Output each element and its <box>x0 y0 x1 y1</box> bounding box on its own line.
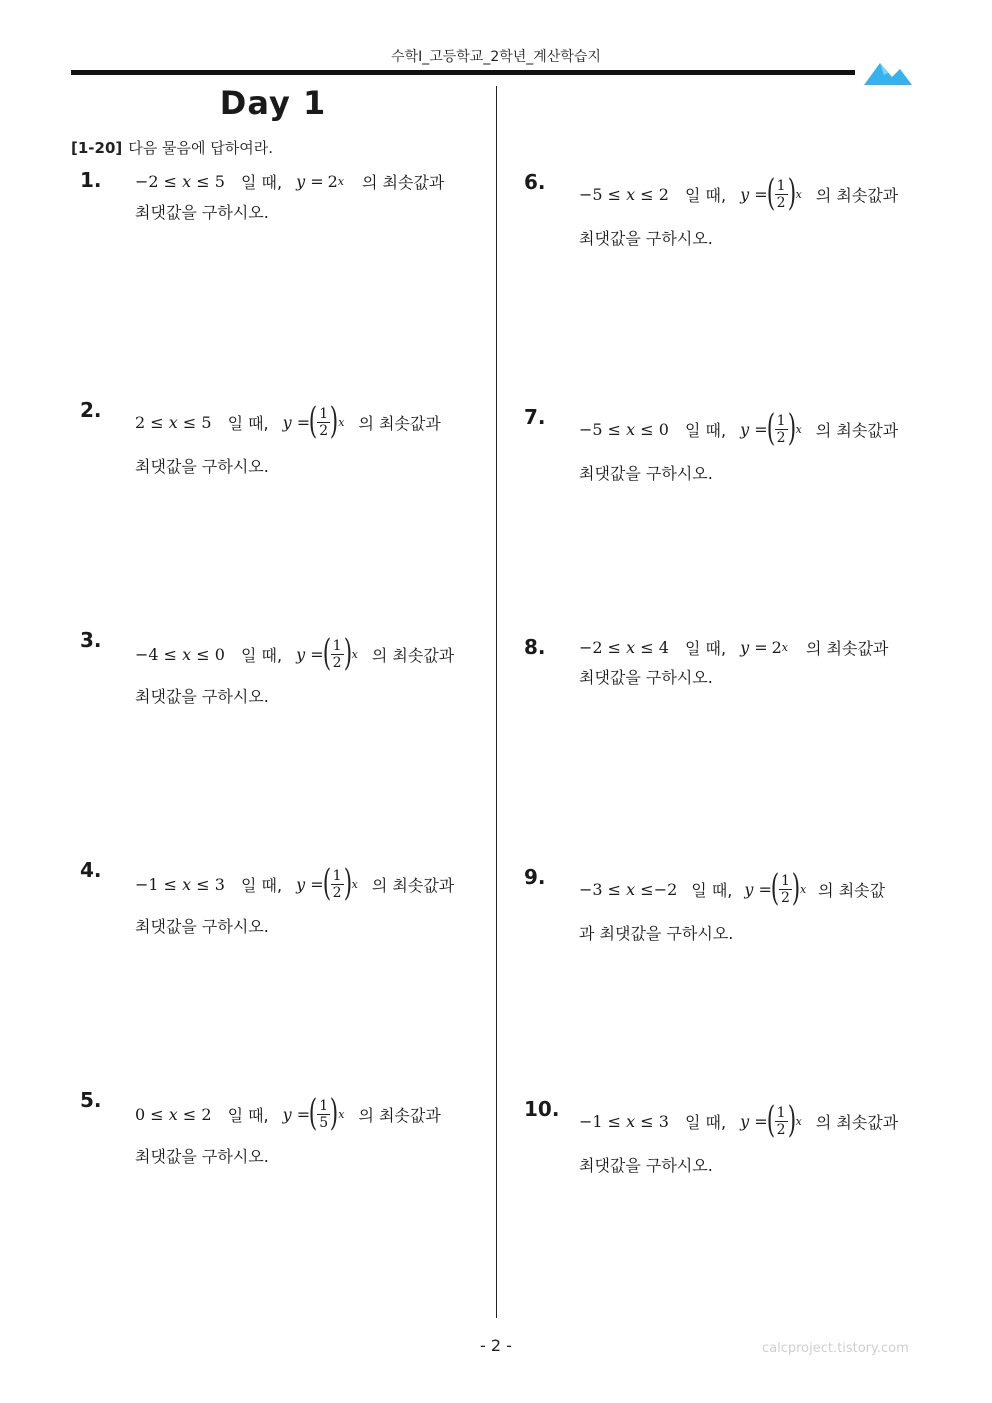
y-equals: y = <box>740 184 768 204</box>
problem-number: 6. <box>524 170 546 194</box>
problem-number: 8. <box>524 635 546 659</box>
fraction: $\frac{1}{5}$ <box>319 1097 329 1131</box>
problem-statement <box>579 635 888 659</box>
minmax-text: 의 최솟값과 <box>371 875 455 895</box>
problem-number: 10. <box>524 1097 560 1121</box>
range-expression: −2 ≤ x ≤ 4 <box>579 637 669 657</box>
header-rule <box>71 70 855 75</box>
problem-number: 3. <box>80 628 102 652</box>
column-divider <box>496 86 497 1318</box>
when-text: 일 때, <box>691 880 733 900</box>
header-title: 수학I_고등학교_2학년_계산학습지 <box>391 49 601 65</box>
problem-number: 2. <box>80 398 102 422</box>
fraction: $\frac{1}{2}$ <box>319 405 329 439</box>
fraction: $\frac{1}{2}$ <box>776 177 786 211</box>
range-expression: −4 ≤ x ≤ 0 <box>135 644 225 664</box>
problem-statement: 0 ≤ x ≤ 2 일 때, y = ( $\frac{1}{5}$ ) x 의 최솟값과 <box>135 1093 441 1134</box>
range-expression: 2 ≤ x ≤ 5 <box>135 412 212 432</box>
fraction: $\frac{1}{2}$ <box>780 872 790 906</box>
fraction: $\frac{1}{2}$ <box>332 637 342 671</box>
problem-number: 1. <box>80 168 102 192</box>
when-text: 일 때, <box>227 413 269 433</box>
site-watermark: calcproject.tistory.com <box>762 1341 909 1356</box>
fraction: $\frac{1}{2}$ <box>776 1104 786 1138</box>
ask-text: 최댓값을 구하시오. <box>579 464 713 483</box>
problem-number: 4. <box>80 858 102 882</box>
minmax-text: 의 최솟값과 <box>362 172 445 192</box>
exponent: x <box>338 415 345 429</box>
problem-statement: −3 ≤ x ≤−2 일 때, y = ( $\frac{1}{2}$ ) x 의 최솟값 <box>579 868 886 909</box>
problem-statement: −1 ≤ x ≤ 3 일 때, y = ( $\frac{1}{2}$ ) x 의 최솟값과 <box>135 863 455 904</box>
when-text: 일 때, <box>684 1112 727 1132</box>
y-equals: y = <box>282 412 311 432</box>
range-expression: −1 ≤ x ≤ 3 <box>579 1111 669 1131</box>
exponent: x <box>351 647 358 661</box>
y-equals: y = <box>740 637 768 657</box>
ask-text: 최댓값을 구하시오. <box>135 457 269 476</box>
when-text: 일 때, <box>227 1105 269 1125</box>
when-text: 일 때, <box>240 875 283 895</box>
range-expression: 0 ≤ x ≤ 2 <box>135 1104 212 1124</box>
page-number: - 2 - <box>480 1336 512 1355</box>
base-value: 2 <box>771 637 782 657</box>
y-equals: y = <box>744 879 772 899</box>
minmax-text: 의 최솟값 <box>818 880 886 900</box>
ask-text: 최댓값을 구하시오. <box>579 1156 713 1175</box>
problem-number: 9. <box>524 865 546 889</box>
problem-statement: 2 ≤ x ≤ 5 일 때, y = ( $\frac{1}{2}$ ) x 의 최솟값과 <box>135 401 441 442</box>
when-text: 일 때, <box>240 172 283 192</box>
range-expression: −2 ≤ x ≤ 5 <box>135 171 225 191</box>
problem-statement: −1 ≤ x ≤ 3 일 때, y = ( $\frac{1}{2}$ ) x 의 최솟값과 <box>579 1100 899 1141</box>
ask-text: 과 최댓값을 구하시오. <box>579 924 734 943</box>
problem-statement: −4 ≤ x ≤ 0 일 때, y = ( $\frac{1}{2}$ ) x 의 최솟값과 <box>135 633 455 674</box>
range-expression: −1 ≤ x ≤ 3 <box>135 874 225 894</box>
minmax-text: 의 최솟값과 <box>815 420 899 440</box>
ask-text: 최댓값을 구하시오. <box>135 1147 269 1166</box>
problem-statement: −5 ≤ x ≤ 2 일 때, y = ( $\frac{1}{2}$ ) x 의 최솟값과 <box>579 173 899 214</box>
exponent: x <box>795 187 802 201</box>
problem-statement <box>135 169 444 193</box>
mountain-icon <box>862 57 914 85</box>
day-title: Day 1 <box>219 84 327 122</box>
y-equals: y = <box>296 171 324 191</box>
ask-text: 최댓값을 구하시오. <box>579 229 713 248</box>
base-value: 2 <box>327 171 338 191</box>
y-equals: y = <box>282 1104 311 1124</box>
exponent: x <box>338 1107 345 1121</box>
exponent: x <box>795 1114 802 1128</box>
exponent: x <box>337 174 345 188</box>
ask-text: 최댓값을 구하시오. <box>579 668 713 687</box>
minmax-text: 의 최솟값과 <box>815 185 899 205</box>
y-equals: y = <box>740 1111 768 1131</box>
problem-number: 7. <box>524 405 546 429</box>
range-expression: −5 ≤ x ≤ 0 <box>579 419 669 439</box>
minmax-text: 의 최솟값과 <box>358 413 441 433</box>
exponent: x <box>795 422 802 436</box>
problem-number: 5. <box>80 1088 102 1112</box>
y-equals: y = <box>296 644 324 664</box>
range-expression: −3 ≤ x ≤−2 <box>579 879 678 899</box>
ask-text: 최댓값을 구하시오. <box>135 687 269 706</box>
when-text: 일 때, <box>240 645 283 665</box>
y-equals: y = <box>740 419 768 439</box>
minmax-text: 의 최솟값과 <box>815 1112 899 1132</box>
minmax-text: 의 최솟값과 <box>371 645 455 665</box>
when-text: 일 때, <box>684 420 727 440</box>
instruction-range: [1-20] <box>71 139 123 157</box>
range-expression: −5 ≤ x ≤ 2 <box>579 184 669 204</box>
exponent: x <box>799 882 807 896</box>
minmax-text: 의 최솟값과 <box>358 1105 441 1125</box>
when-text: 일 때, <box>684 185 727 205</box>
exponent: x <box>351 877 358 891</box>
ask-text: 최댓값을 구하시오. <box>135 917 269 936</box>
when-text: 일 때, <box>684 638 727 658</box>
instruction-text: 다음 물음에 답하여라. <box>128 139 273 157</box>
problem-statement: −5 ≤ x ≤ 0 일 때, y = ( $\frac{1}{2}$ ) x 의 최솟값과 <box>579 408 899 449</box>
ask-text: 최댓값을 구하시오. <box>135 203 269 222</box>
fraction: $\frac{1}{2}$ <box>332 867 342 901</box>
minmax-text: 의 최솟값과 <box>806 638 889 658</box>
fraction: $\frac{1}{2}$ <box>776 412 786 446</box>
instruction <box>71 137 273 158</box>
exponent: x <box>781 640 789 654</box>
y-equals: y = <box>296 874 324 894</box>
